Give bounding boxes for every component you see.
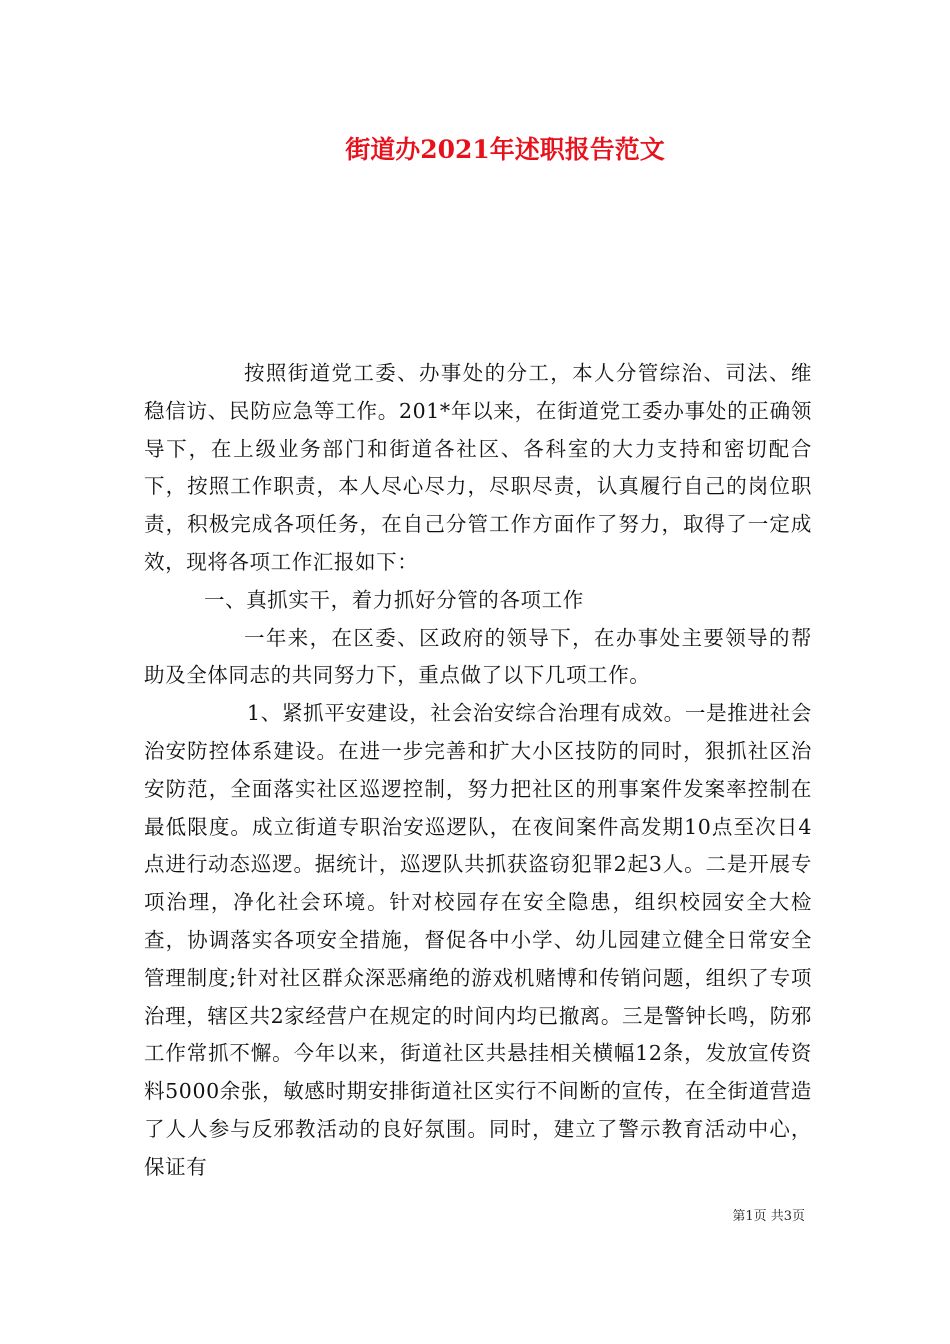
document-body (144, 355, 812, 1187)
intro-paragraph: 按照街道党工委、办事处的分工，本人分管综治、司法、维稳信访、民防应急等工作。201*年以来，在街道党工委办事处的正确领导下，在上级业务部门和街道各社区、各科室的大力支持和密切配合下，按照工作职责，本人尽心尽力，尽职尽责，认真履行自己的岗位职责，积极完成各项任务，在自己分管工作方面作了努力，取得了一定成效，现将各项工作汇报如下： (144, 361, 812, 574)
page-number: 第1页 共3页 (732, 1209, 805, 1224)
section-heading: 一、真抓实干，着力抓好分管的各项工作 (204, 587, 584, 612)
body-paragraph: 一年来，在区委、区政府的领导下，在办事处主要领导的帮助及全体同志的共同努力下，重点做了以下几项工作。 (144, 625, 812, 688)
document-title: 街道办2021年述职报告范文 (345, 135, 665, 164)
item-paragraph: 1、紧抓平安建设，社会治安综合治理有成效。一是推进社会治安防控体系建设。在进一步完善和扩大小区技防的同时，狠抓社区治安防范，全面落实社区巡逻控制，努力把社区的刑事案件发案率控制在最低限度。成立街道专职治安巡逻队，在夜间案件高发期10点至次日4点进行动态巡逻。据统计，巡逻队共抓获盗窃犯罪2起3人。二是开展专项治理，净化社会环境。针对校园存在安全隐患，组织校园安全大检查，协调落实各项安全措施，督促各中小学、幼儿园建立健全日常安全管理制度;针对社区群众深恶痛绝的游戏机赌博和传销问题，组织了专项治理，辖区共2家经营户在规定的时间内均已撤离。三是警钟长鸣，防邪工作常抓不懈。今年以来，街道社区共悬挂相关横幅12条，发放宣传资料5000余张，敏感时期安排街道社区实行不间断的宣传，在全街道营造了人人参与反邪教活动的良好氛围。同时，建立了警示教育活动中心，保证有 (144, 701, 812, 1179)
